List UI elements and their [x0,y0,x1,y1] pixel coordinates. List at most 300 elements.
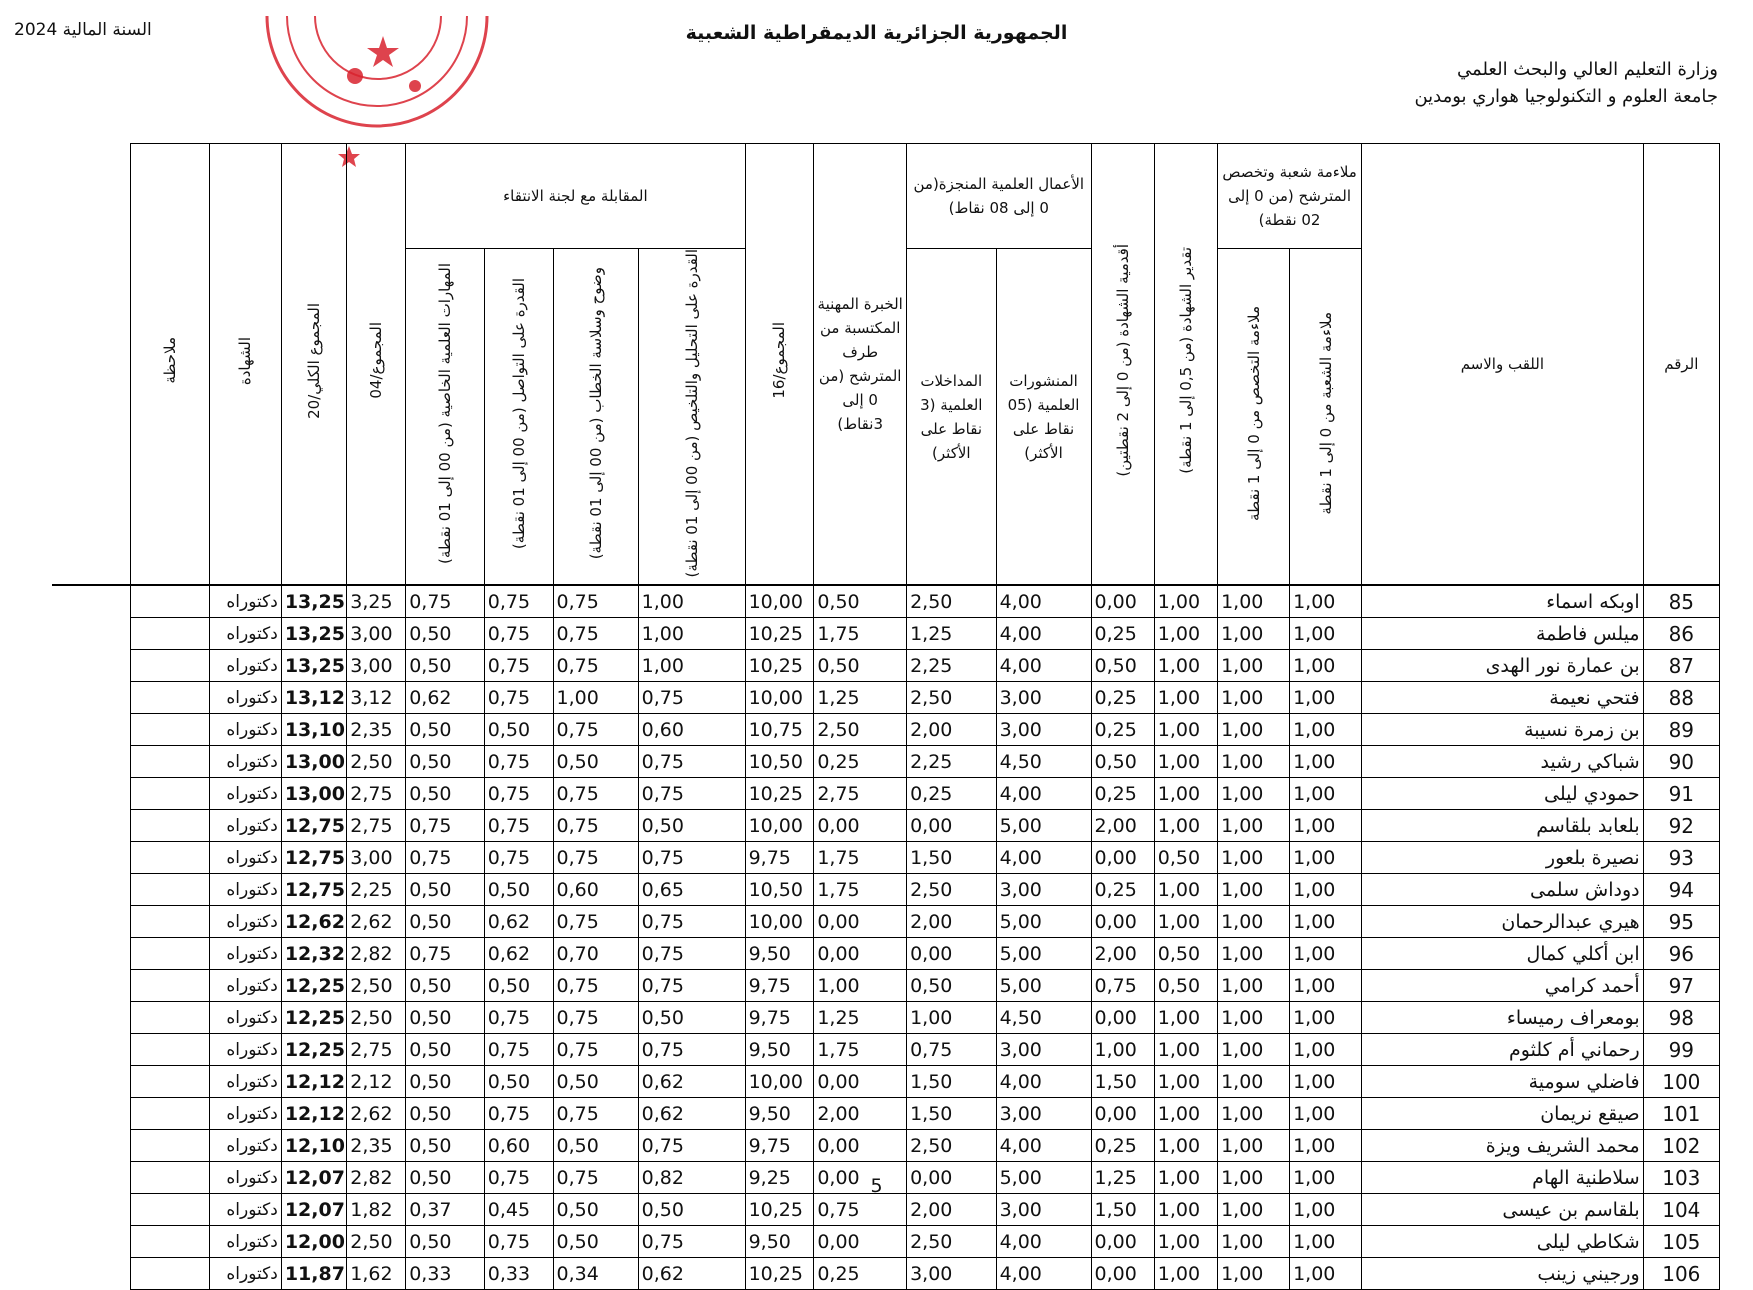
cell-clarity: 0,70 [553,938,638,970]
cell-fit-branch: 1,00 [1290,1066,1362,1098]
cell-remarks [131,746,210,778]
cell-grand-total: 13,00 [281,778,346,810]
cell-communication: 0,75 [484,650,553,682]
cell-grand-total: 13,25 [281,650,346,682]
col-name-header: اللقب والاسم [1362,144,1644,586]
cell-clarity: 0,75 [553,714,638,746]
col-communication-header: القدرة على التواصل (من 00 إلى 01 نقطة) [484,249,553,586]
cell-total04: 2,62 [347,1098,406,1130]
cell-fit-specialty: 1,00 [1218,810,1290,842]
cell-fit-branch: 1,00 [1290,1258,1362,1290]
cell-skills: 0,33 [406,1258,485,1290]
cell-seniority: 0,25 [1091,714,1154,746]
fiscal-year: السنة المالية 2024 [14,20,152,40]
cell-skills: 0,50 [406,1034,485,1066]
cell-analysis: 0,62 [638,1066,745,1098]
cell-grade: 1,00 [1154,1130,1217,1162]
table-row [52,650,1720,682]
cell-grade: 1,00 [1154,1194,1217,1226]
cell-fit-branch: 1,00 [1290,1002,1362,1034]
cell-total04: 2,50 [347,1226,406,1258]
cell-grade: 0,50 [1154,970,1217,1002]
cell-seniority: 0,00 [1091,1226,1154,1258]
cell-grand-total: 12,62 [281,906,346,938]
cell-communication: 0,75 [484,778,553,810]
cell-rank: 85 [1643,585,1719,618]
cell-experience: 0,00 [814,906,907,938]
cell-skills: 0,50 [406,906,485,938]
cell-clarity: 1,00 [553,682,638,714]
cell-experience: 0,75 [814,1194,907,1226]
cell-communication: 0,75 [484,810,553,842]
cell-name: صيقع نريمان [1362,1098,1644,1130]
table-row [52,970,1720,1002]
cell-name: سلاطنية الهام [1362,1162,1644,1194]
cell-skills: 0,37 [406,1194,485,1226]
cell-name: رحماني أم كلثوم [1362,1034,1644,1066]
cell-communication: 0,75 [484,1098,553,1130]
cell-total04: 2,82 [347,1162,406,1194]
cell-certificate: دكتوراه [209,1162,281,1194]
cell-rank: 95 [1643,906,1719,938]
cell-skills: 0,75 [406,585,485,618]
cell-total04: 3,00 [347,842,406,874]
col-scientific-group-header: الأعمال العلمية المنجزة(من 0 إلى 08 نقاط) [907,144,1091,249]
cell-name: دوداش سلمى [1362,874,1644,906]
cell-skills: 0,50 [406,1226,485,1258]
cell-seniority: 0,00 [1091,585,1154,618]
cell-publications: 3,00 [996,1194,1091,1226]
cell-analysis: 0,60 [638,714,745,746]
cell-presentations: 2,00 [907,714,997,746]
cell-name: بومعراف رميساء [1362,1002,1644,1034]
cell-grand-total: 12,75 [281,874,346,906]
cell-remarks [131,874,210,906]
cell-rank: 90 [1643,746,1719,778]
cell-fit-branch: 1,00 [1290,906,1362,938]
col-grade-header: تقدير الشهادة (من 0,5 إلى 1 نقطة) [1154,144,1217,586]
cell-clarity: 0,75 [553,1002,638,1034]
cell-grand-total: 12,12 [281,1098,346,1130]
cell-experience: 0,00 [814,810,907,842]
col-remarks-header: ملاحظة [131,144,210,586]
cell-fit-branch: 1,00 [1290,1034,1362,1066]
col-fit-group-header: ملاءمة شعبة وتخصص المترشح (من 0 إلى 02 نقطة) [1218,144,1362,249]
cell-total16: 9,75 [745,842,814,874]
cell-total04: 2,75 [347,810,406,842]
cell-fit-specialty: 1,00 [1218,906,1290,938]
cell-fit-branch: 1,00 [1290,1162,1362,1194]
cell-experience: 0,00 [814,1066,907,1098]
cell-communication: 0,50 [484,1066,553,1098]
cell-name: بن زمرة نسيبة [1362,714,1644,746]
cell-analysis: 0,75 [638,1034,745,1066]
cell-total16: 10,50 [745,746,814,778]
table-row [52,1258,1720,1290]
cell-fit-branch: 1,00 [1290,1194,1362,1226]
cell-fit-specialty: 1,00 [1218,682,1290,714]
cell-total16: 9,50 [745,938,814,970]
cell-publications: 4,00 [996,1226,1091,1258]
cell-seniority: 0,25 [1091,1130,1154,1162]
cell-publications: 4,00 [996,1258,1091,1290]
cell-rank: 88 [1643,682,1719,714]
cell-fit-specialty: 1,00 [1218,618,1290,650]
cell-presentations: 0,25 [907,778,997,810]
cell-analysis: 0,75 [638,1226,745,1258]
cell-communication: 0,75 [484,746,553,778]
cell-total16: 9,50 [745,1098,814,1130]
cell-presentations: 2,50 [907,585,997,618]
table-row [52,714,1720,746]
cell-total16: 10,00 [745,1066,814,1098]
cell-grade: 1,00 [1154,1162,1217,1194]
cell-fit-branch: 1,00 [1290,746,1362,778]
cell-communication: 0,50 [484,970,553,1002]
cell-skills: 0,62 [406,682,485,714]
cell-analysis: 0,62 [638,1098,745,1130]
cell-clarity: 0,75 [553,618,638,650]
table-row [52,618,1720,650]
cell-communication: 0,50 [484,874,553,906]
cell-presentations: 2,25 [907,746,997,778]
cell-rank: 89 [1643,714,1719,746]
table-row [52,778,1720,810]
cell-total04: 2,75 [347,1034,406,1066]
cell-certificate: دكتوراه [209,714,281,746]
cell-total16: 10,00 [745,682,814,714]
cell-certificate: دكتوراه [209,1258,281,1290]
cell-remarks [131,682,210,714]
cell-seniority: 0,25 [1091,874,1154,906]
cell-skills: 0,50 [406,874,485,906]
cell-experience: 1,00 [814,970,907,1002]
cell-analysis: 0,75 [638,778,745,810]
cell-name: ورجيني زينب [1362,1258,1644,1290]
cell-total04: 2,50 [347,746,406,778]
cell-seniority: 0,00 [1091,842,1154,874]
cell-grand-total: 12,25 [281,1034,346,1066]
cell-certificate: دكتوراه [209,1130,281,1162]
table-row [52,810,1720,842]
cell-total04: 3,00 [347,650,406,682]
cell-grade: 1,00 [1154,1066,1217,1098]
cell-total16: 10,25 [745,1194,814,1226]
cell-total04: 2,62 [347,906,406,938]
cell-clarity: 0,75 [553,1034,638,1066]
cell-total04: 1,62 [347,1258,406,1290]
cell-total04: 3,25 [347,585,406,618]
cell-grade: 1,00 [1154,1002,1217,1034]
cell-experience: 0,25 [814,1258,907,1290]
cell-grand-total: 12,00 [281,1226,346,1258]
cell-rank: 97 [1643,970,1719,1002]
cell-grade: 1,00 [1154,746,1217,778]
cell-communication: 0,75 [484,842,553,874]
cell-presentations: 2,50 [907,874,997,906]
cell-grade: 0,50 [1154,842,1217,874]
cell-grand-total: 13,00 [281,746,346,778]
cell-seniority: 0,50 [1091,650,1154,682]
table-row [52,746,1720,778]
cell-total16: 9,50 [745,1034,814,1066]
cell-analysis: 0,50 [638,1002,745,1034]
cell-presentations: 2,00 [907,1194,997,1226]
cell-grade: 1,00 [1154,714,1217,746]
cell-total04: 2,35 [347,714,406,746]
cell-analysis: 0,75 [638,906,745,938]
cell-skills: 0,50 [406,650,485,682]
cell-certificate: دكتوراه [209,618,281,650]
cell-rank: 96 [1643,938,1719,970]
cell-presentations: 1,50 [907,842,997,874]
cell-rank: 106 [1643,1258,1719,1290]
cell-total16: 10,25 [745,1258,814,1290]
cell-certificate: دكتوراه [209,970,281,1002]
cell-fit-specialty: 1,00 [1218,1258,1290,1290]
cell-presentations: 1,00 [907,1002,997,1034]
cell-presentations: 2,25 [907,650,997,682]
cell-publications: 5,00 [996,906,1091,938]
cell-name: فاضلي سومية [1362,1066,1644,1098]
cell-total16: 10,25 [745,778,814,810]
cell-experience: 1,75 [814,874,907,906]
cell-seniority: 0,75 [1091,970,1154,1002]
cell-skills: 0,50 [406,778,485,810]
cell-clarity: 0,50 [553,1226,638,1258]
cell-skills: 0,50 [406,714,485,746]
cell-clarity: 0,34 [553,1258,638,1290]
cell-fit-branch: 1,00 [1290,810,1362,842]
cell-communication: 0,62 [484,906,553,938]
cell-presentations: 1,50 [907,1098,997,1130]
cell-fit-branch: 1,00 [1290,1130,1362,1162]
cell-certificate: دكتوراه [209,1034,281,1066]
cell-total04: 2,25 [347,874,406,906]
cell-clarity: 0,60 [553,874,638,906]
cell-total16: 10,75 [745,714,814,746]
col-rank-header: الرقم [1643,144,1719,586]
cell-total16: 10,25 [745,618,814,650]
cell-remarks [131,1098,210,1130]
cell-seniority: 1,00 [1091,1034,1154,1066]
cell-fit-specialty: 1,00 [1218,842,1290,874]
col-presentations-header: المداخلات العلمية (3 نقاط على الأكثر) [907,249,997,586]
cell-fit-specialty: 1,00 [1218,650,1290,682]
cell-total04: 3,12 [347,682,406,714]
cell-publications: 4,00 [996,778,1091,810]
cell-fit-specialty: 1,00 [1218,1226,1290,1258]
cell-fit-branch: 1,00 [1290,650,1362,682]
cell-certificate: دكتوراه [209,906,281,938]
cell-certificate: دكتوراه [209,650,281,682]
cell-rank: 100 [1643,1066,1719,1098]
cell-publications: 3,00 [996,1098,1091,1130]
cell-grand-total: 13,12 [281,682,346,714]
cell-presentations: 0,75 [907,1034,997,1066]
cell-skills: 0,50 [406,1002,485,1034]
cell-fit-branch: 1,00 [1290,842,1362,874]
cell-seniority: 0,00 [1091,1098,1154,1130]
cell-rank: 99 [1643,1034,1719,1066]
cell-total04: 2,50 [347,1002,406,1034]
cell-fit-specialty: 1,00 [1218,1098,1290,1130]
cell-publications: 4,00 [996,650,1091,682]
cell-experience: 0,50 [814,650,907,682]
cell-total16: 10,00 [745,810,814,842]
cell-clarity: 0,75 [553,970,638,1002]
cell-clarity: 0,50 [553,1066,638,1098]
cell-name: هيري عبدالرحمان [1362,906,1644,938]
cell-fit-specialty: 1,00 [1218,874,1290,906]
cell-grand-total: 13,10 [281,714,346,746]
cell-publications: 3,00 [996,714,1091,746]
cell-fit-specialty: 1,00 [1218,1066,1290,1098]
cell-grade: 1,00 [1154,650,1217,682]
cell-rank: 87 [1643,650,1719,682]
cell-name: بلقاسم بن عيسى [1362,1194,1644,1226]
cell-certificate: دكتوراه [209,746,281,778]
cell-communication: 0,50 [484,714,553,746]
cell-grand-total: 11,87 [281,1258,346,1290]
cell-fit-specialty: 1,00 [1218,585,1290,618]
cell-name: شباكي رشيد [1362,746,1644,778]
cell-fit-branch: 1,00 [1290,970,1362,1002]
table-row [52,874,1720,906]
cell-remarks [131,1226,210,1258]
cell-seniority: 0,00 [1091,1258,1154,1290]
cell-total16: 9,50 [745,1226,814,1258]
cell-certificate: دكتوراه [209,1002,281,1034]
col-interview-group-header: المقابلة مع لجنة الانتقاء [406,144,745,249]
cell-analysis: 0,75 [638,938,745,970]
cell-skills: 0,50 [406,1162,485,1194]
cell-total16: 9,75 [745,970,814,1002]
cell-experience: 0,00 [814,1162,907,1194]
table-row [52,1066,1720,1098]
cell-communication: 0,75 [484,1002,553,1034]
cell-skills: 0,50 [406,1066,485,1098]
table-row [52,906,1720,938]
cell-publications: 3,00 [996,874,1091,906]
cell-remarks [131,1194,210,1226]
table-row [52,1098,1720,1130]
cell-name: شكاطي ليلى [1362,1226,1644,1258]
cell-grand-total: 12,12 [281,1066,346,1098]
cell-total04: 2,12 [347,1066,406,1098]
cell-experience: 1,75 [814,842,907,874]
col-certificate-header: الشهادة [209,144,281,586]
cell-rank: 91 [1643,778,1719,810]
cell-publications: 4,00 [996,1130,1091,1162]
cell-name: ابن أكلي كمال [1362,938,1644,970]
cell-communication: 0,62 [484,938,553,970]
cell-rank: 92 [1643,810,1719,842]
cell-name: فتحي نعيمة [1362,682,1644,714]
cell-analysis: 1,00 [638,585,745,618]
cell-certificate: دكتوراه [209,778,281,810]
col-total16-header: المجموع/16 [745,144,814,586]
cell-rank: 94 [1643,874,1719,906]
cell-certificate: دكتوراه [209,842,281,874]
cell-analysis: 0,75 [638,970,745,1002]
cell-fit-branch: 1,00 [1290,938,1362,970]
cell-certificate: دكتوراه [209,585,281,618]
cell-rank: 93 [1643,842,1719,874]
cell-communication: 0,45 [484,1194,553,1226]
cell-clarity: 0,50 [553,746,638,778]
cell-fit-branch: 1,00 [1290,874,1362,906]
cell-experience: 1,25 [814,682,907,714]
cell-seniority: 0,25 [1091,682,1154,714]
cell-analysis: 0,50 [638,810,745,842]
table-row [52,1034,1720,1066]
cell-name: حمودي ليلى [1362,778,1644,810]
cell-remarks [131,1002,210,1034]
cell-certificate: دكتوراه [209,1098,281,1130]
cell-fit-branch: 1,00 [1290,778,1362,810]
cell-analysis: 0,62 [638,1258,745,1290]
cell-total04: 2,82 [347,938,406,970]
cell-remarks [131,618,210,650]
cell-publications: 4,00 [996,618,1091,650]
cell-remarks [131,714,210,746]
cell-skills: 0,75 [406,842,485,874]
cell-skills: 0,50 [406,970,485,1002]
cell-publications: 5,00 [996,938,1091,970]
cell-presentations: 2,50 [907,682,997,714]
cell-remarks [131,1130,210,1162]
cell-experience: 1,75 [814,618,907,650]
cell-grade: 1,00 [1154,1226,1217,1258]
cell-remarks [131,970,210,1002]
cell-fit-specialty: 1,00 [1218,778,1290,810]
cell-total16: 10,25 [745,650,814,682]
cell-remarks [131,938,210,970]
cell-presentations: 2,50 [907,1226,997,1258]
col-seniority-header: أقدمية الشهادة (من 0 إلى 2 نقطتين) [1091,144,1154,586]
cell-seniority: 0,00 [1091,906,1154,938]
cell-grand-total: 12,07 [281,1162,346,1194]
cell-clarity: 0,75 [553,1162,638,1194]
cell-name: بن عمارة نور الهدى [1362,650,1644,682]
cell-publications: 5,00 [996,970,1091,1002]
cell-experience: 0,25 [814,746,907,778]
cell-presentations: 0,00 [907,938,997,970]
cell-fit-specialty: 1,00 [1218,970,1290,1002]
cell-fit-specialty: 1,00 [1218,1034,1290,1066]
cell-clarity: 0,50 [553,1194,638,1226]
cell-publications: 4,00 [996,585,1091,618]
cell-publications: 4,00 [996,1066,1091,1098]
cell-skills: 0,50 [406,618,485,650]
cell-rank: 86 [1643,618,1719,650]
cell-analysis: 0,82 [638,1162,745,1194]
cell-grade: 1,00 [1154,585,1217,618]
cell-rank: 104 [1643,1194,1719,1226]
cell-presentations: 3,00 [907,1258,997,1290]
republic-title: الجمهورية الجزائرية الديمقراطية الشعبية [685,22,1068,44]
cell-communication: 0,75 [484,682,553,714]
institution-block [1414,56,1718,110]
table-row [52,1226,1720,1258]
cell-experience: 2,00 [814,1098,907,1130]
cell-publications: 3,00 [996,1034,1091,1066]
cell-total04: 2,35 [347,1130,406,1162]
col-clarity-header: وضوح وسلاسة الخطاب (من 00 إلى 01 نقطة) [553,249,638,586]
table-row [52,1002,1720,1034]
cell-clarity: 0,75 [553,842,638,874]
